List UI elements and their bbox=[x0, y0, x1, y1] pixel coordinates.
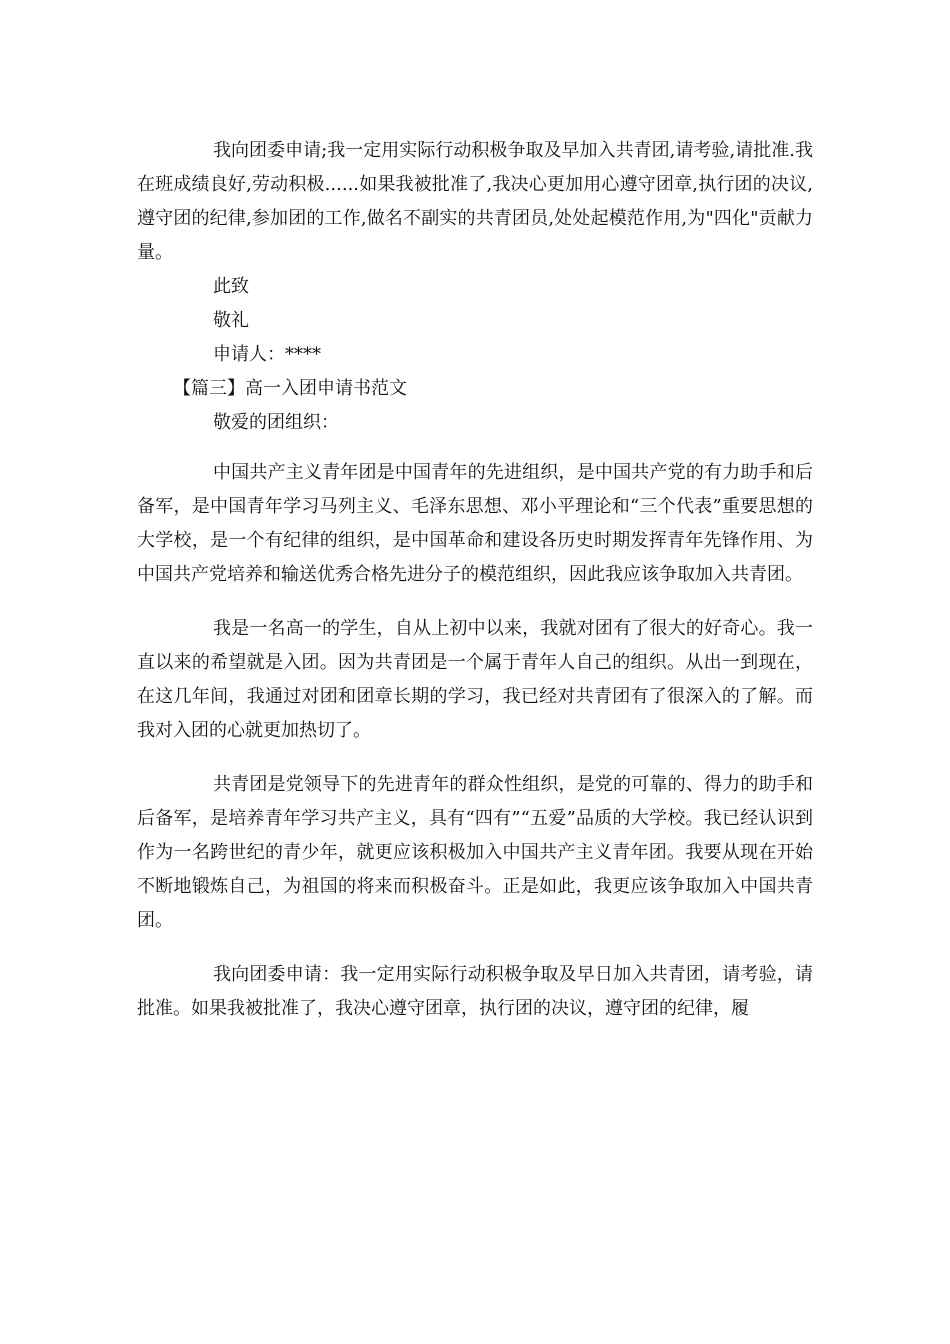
applicant-signature: 申请人：**** bbox=[213, 344, 321, 365]
salutation-cizhi: 此致 bbox=[213, 276, 249, 297]
salutation-jingli: 敬礼 bbox=[213, 310, 249, 331]
paragraph-application-pledge: 我向团委申请;我一定用实际行动积极争取及早加入共青团,请考验,请批准.我在班成绩良好,劳动积极......如果我被批准了,我决心更加用心遵守团章,执行团的决议,遵守团的纪律,参加团的工作,做名不副实的共青团员,处处起模范作用,为"四化"贡献力量。 bbox=[137, 140, 813, 263]
body-paragraph: 中国共产主义青年团是中国青年的先进组织，是中国共产党的有力助手和后备军，是中国青年学习马列主义、毛泽东思想、邓小平理论和“三个代表”重要思想的大学校，是一个有纪律的组织，是中国革命和建设各历史时期发挥青年先锋作用、为中国共产党培养和输送优秀合格先进分子的模范组织，因此我应该争取加入共青团。 bbox=[137, 462, 813, 585]
body-paragraph: 我向团委申请：我一定用实际行动积极争取及早日加入共青团，请考验，请批准。如果我被批准了，我决心遵守团章，执行团的决议，遵守团的纪律，履 bbox=[137, 964, 813, 1019]
body-paragraph: 我是一名高一的学生，自从上初中以来，我就对团有了很大的好奇心。我一直以来的希望就是入团。因为共青团是一个属于青年人自己的组织。从出一到现在，在这几年间，我通过对团和团章长期的学习，我已经对共青团有了很深入的了解。而我对入团的心就更加热切了。 bbox=[137, 618, 813, 741]
section-title: 【篇三】高一入团申请书范文 bbox=[173, 378, 407, 399]
greeting: 敬爱的团组织： bbox=[213, 412, 339, 433]
document-content bbox=[137, 134, 813, 1026]
body-paragraph: 共青团是党领导下的先进青年的群众性组织，是党的可靠的、得力的助手和后备军，是培养青年学习共产主义，具有“四有”“五爱”品质的大学校。我已经认识到作为一名跨世纪的青少年，就更应该积极加入中国共产主义青年团。我要从现在开始不断地锻炼自己，为祖国的将来而积极奋斗。正是如此，我更应该争取加入中国共青团。 bbox=[137, 774, 813, 931]
